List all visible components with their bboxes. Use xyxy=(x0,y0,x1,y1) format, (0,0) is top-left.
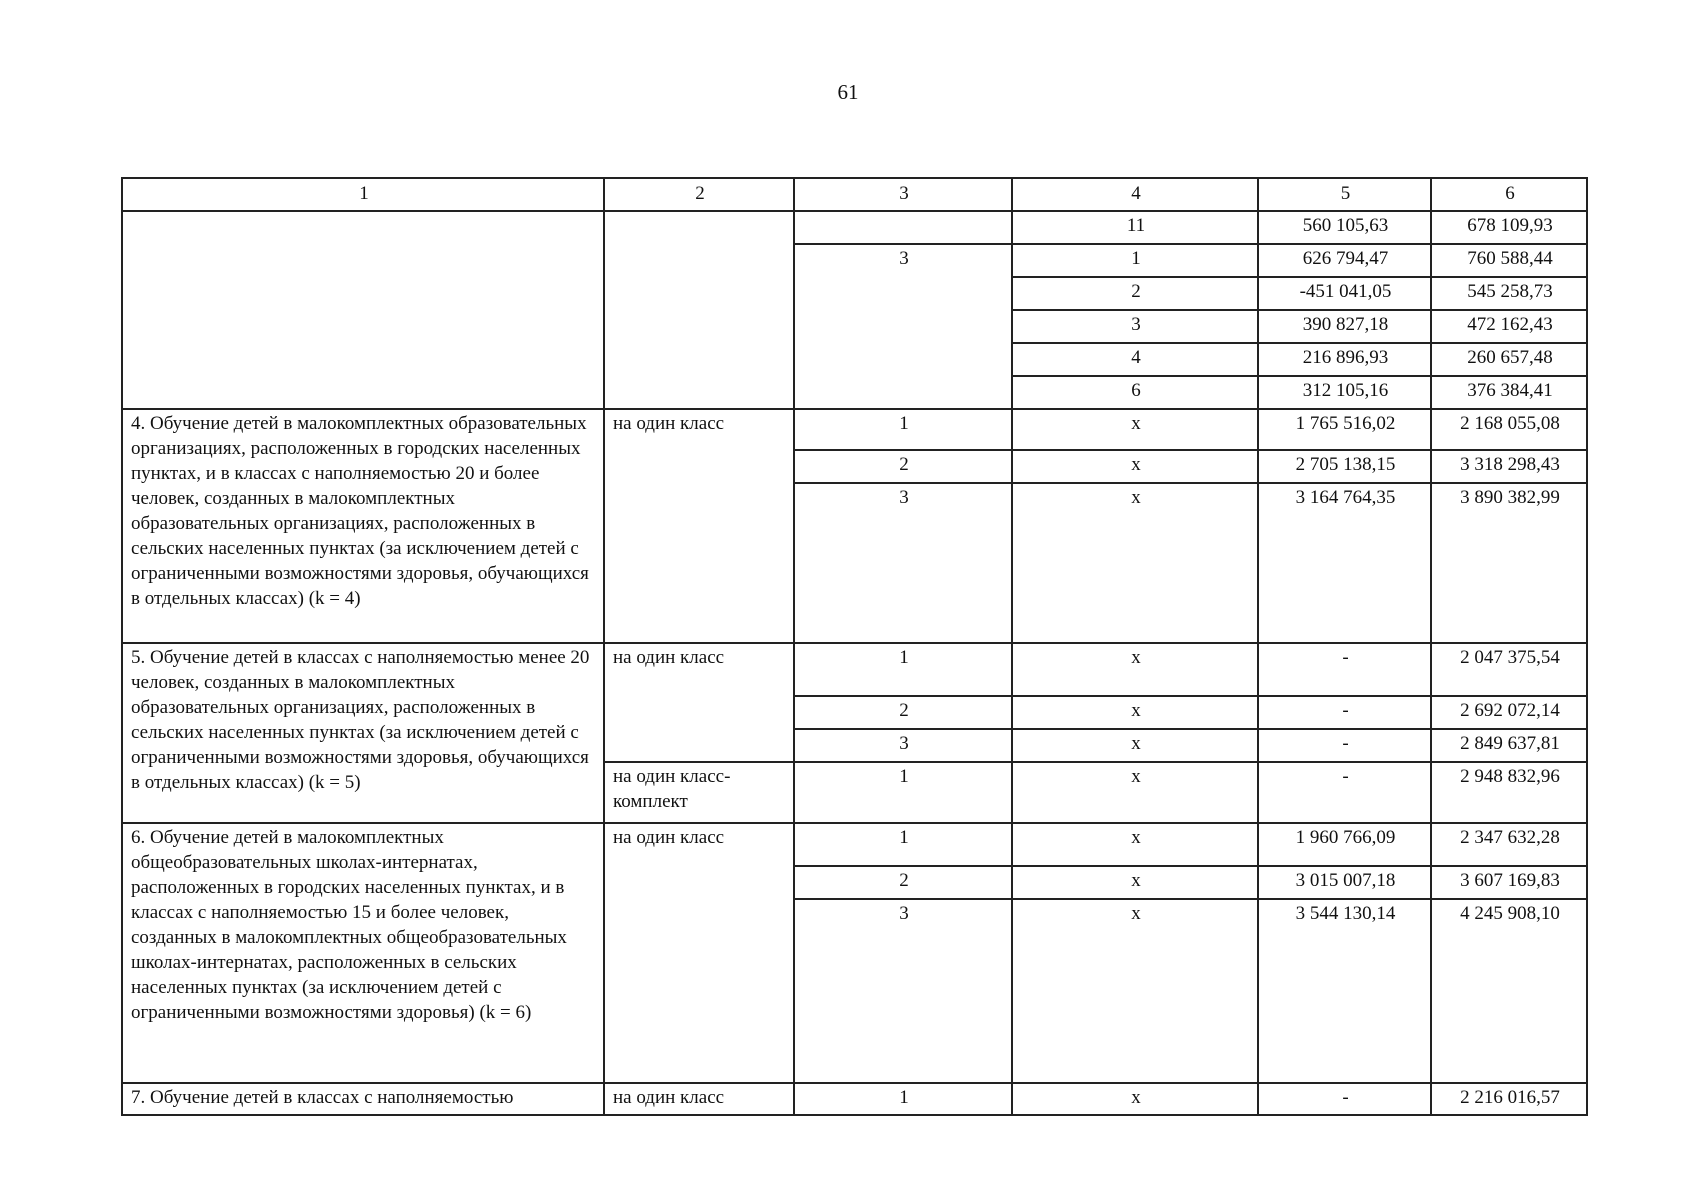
cell-col4: 4 xyxy=(1012,343,1258,376)
cell-col5: - xyxy=(1258,643,1431,696)
page-number: 61 xyxy=(837,80,859,104)
cell-col5: - xyxy=(1258,762,1431,823)
column-header-2: 2 xyxy=(604,178,794,211)
data-table xyxy=(121,177,1588,1116)
cell-col6: 472 162,43 xyxy=(1431,310,1587,343)
cell-col6: 260 657,48 xyxy=(1431,343,1587,376)
table-row xyxy=(122,643,1587,696)
row-unit-cell: на один класс xyxy=(604,409,794,643)
cell-col6: 3 890 382,99 xyxy=(1431,483,1587,643)
column-header-3: 3 xyxy=(794,178,1012,211)
cell-col6: 760 588,44 xyxy=(1431,244,1587,277)
cell-col4: х xyxy=(1012,899,1258,1083)
cell-col5: 312 105,16 xyxy=(1258,376,1431,409)
table-row xyxy=(122,823,1587,866)
cell-col4: 1 xyxy=(1012,244,1258,277)
cell-col4: х xyxy=(1012,696,1258,729)
cell-col4: х xyxy=(1012,643,1258,696)
cell-col6: 3 607 169,83 xyxy=(1431,866,1587,899)
cell-col3: 1 xyxy=(794,762,1012,823)
cell-col3: 3 xyxy=(794,244,1012,409)
cell-col4: х xyxy=(1012,450,1258,483)
cell-col3: 2 xyxy=(794,866,1012,899)
cell-col3: 3 xyxy=(794,729,1012,762)
cell-col3: 1 xyxy=(794,823,1012,866)
cell-col3 xyxy=(794,211,1012,244)
cell-col6: 376 384,41 xyxy=(1431,376,1587,409)
cell-col6: 2 168 055,08 xyxy=(1431,409,1587,450)
cell-col4: 3 xyxy=(1012,310,1258,343)
cell-col5: 1 960 766,09 xyxy=(1258,823,1431,866)
cell-col6: 2 948 832,96 xyxy=(1431,762,1587,823)
cell-col4: 2 xyxy=(1012,277,1258,310)
column-header-6: 6 xyxy=(1431,178,1587,211)
cell-col5: - xyxy=(1258,696,1431,729)
row-description-cell: 6. Обучение детей в малокомплектных общеобразовательных школах-интернатах, расположенных в городских населенных пунктах, и в классах с наполняемостью 15 и более человек, созданных в малокомплектных общеобразовательных школах-интернатах, расположенных в сельских населенных пунктах (за исключением детей с ограниченными возможностями здоровья) (k = 6) xyxy=(122,823,604,1083)
cell-col4: 6 xyxy=(1012,376,1258,409)
cell-col4: х xyxy=(1012,866,1258,899)
cell-col3: 2 xyxy=(794,450,1012,483)
row-unit-cell xyxy=(604,211,794,409)
cell-col4: х xyxy=(1012,762,1258,823)
cell-col5: 3 544 130,14 xyxy=(1258,899,1431,1083)
cell-col6: 2 849 637,81 xyxy=(1431,729,1587,762)
cell-col5: - xyxy=(1258,1083,1431,1115)
row-unit-cell: на один класс xyxy=(604,1083,794,1115)
table-header-row xyxy=(122,178,1587,211)
row-unit-cell: на один класс-комплект xyxy=(604,762,794,823)
cell-col6: 4 245 908,10 xyxy=(1431,899,1587,1083)
cell-col5: 216 896,93 xyxy=(1258,343,1431,376)
cell-col6: 2 216 016,57 xyxy=(1431,1083,1587,1115)
cell-col4: х xyxy=(1012,823,1258,866)
table-row xyxy=(122,1083,1587,1115)
cell-col3: 1 xyxy=(794,643,1012,696)
column-header-5: 5 xyxy=(1258,178,1431,211)
row-description-cell: 5. Обучение детей в классах с наполняемостью менее 20 человек, созданных в малокомплектных образовательных организациях, расположенных в сельских населенных пунктах (за исключением детей с ограниченными возможностями здоровья, обучающихся в отдельных классах) (k = 5) xyxy=(122,643,604,823)
cell-col5: 1 765 516,02 xyxy=(1258,409,1431,450)
cell-col5: 626 794,47 xyxy=(1258,244,1431,277)
row-unit-cell: на один класс xyxy=(604,643,794,762)
row-unit-cell: на один класс xyxy=(604,823,794,1083)
cell-col6: 2 047 375,54 xyxy=(1431,643,1587,696)
cell-col4: х xyxy=(1012,729,1258,762)
cell-col5: 3 015 007,18 xyxy=(1258,866,1431,899)
cell-col6: 678 109,93 xyxy=(1431,211,1587,244)
cell-col4: 11 xyxy=(1012,211,1258,244)
cell-col4: х xyxy=(1012,483,1258,643)
cell-col6: 2 692 072,14 xyxy=(1431,696,1587,729)
cell-col6: 2 347 632,28 xyxy=(1431,823,1587,866)
cell-col5: 2 705 138,15 xyxy=(1258,450,1431,483)
row-description-cell xyxy=(122,211,604,409)
cell-col5: 560 105,63 xyxy=(1258,211,1431,244)
table-row xyxy=(122,409,1587,450)
row-description-cell: 7. Обучение детей в классах с наполняемостью xyxy=(122,1083,604,1115)
cell-col5: - xyxy=(1258,729,1431,762)
cell-col3: 3 xyxy=(794,899,1012,1083)
column-header-4: 4 xyxy=(1012,178,1258,211)
cell-col4: х xyxy=(1012,409,1258,450)
cell-col3: 2 xyxy=(794,696,1012,729)
cell-col3: 3 xyxy=(794,483,1012,643)
cell-col5: 3 164 764,35 xyxy=(1258,483,1431,643)
cell-col3: 1 xyxy=(794,1083,1012,1115)
column-header-1: 1 xyxy=(122,178,604,211)
cell-col6: 3 318 298,43 xyxy=(1431,450,1587,483)
cell-col6: 545 258,73 xyxy=(1431,277,1587,310)
row-description-cell: 4. Обучение детей в малокомплектных образовательных организациях, расположенных в городских населенных пунктах, и в классах с наполняемостью 20 и более человек, созданных в малокомплектных образовательных организациях, расположенных в сельских населенных пунктах (за исключением детей с ограниченными возможностями здоровья, обучающихся в отдельных классах) (k = 4) xyxy=(122,409,604,643)
cell-col4: х xyxy=(1012,1083,1258,1115)
cell-col5: 390 827,18 xyxy=(1258,310,1431,343)
table-row xyxy=(122,211,1587,244)
cell-col5: -451 041,05 xyxy=(1258,277,1431,310)
cell-col3: 1 xyxy=(794,409,1012,450)
